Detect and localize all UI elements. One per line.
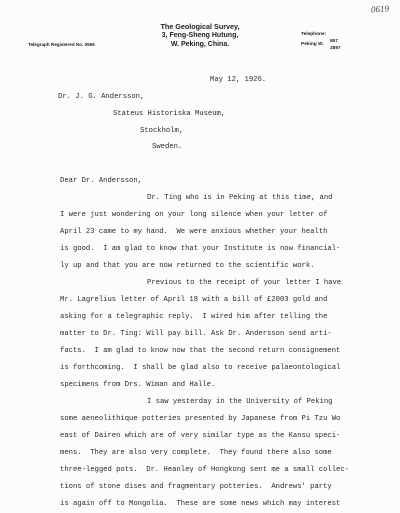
address-line-country: Sweden. xyxy=(152,143,183,151)
org-street: 3, Feng-Sheng Hutung, xyxy=(161,32,239,39)
address-line-city: Stockholm, xyxy=(140,127,184,135)
telephone-number-1: 857 xyxy=(330,39,339,44)
body-line: east of Dairen which are of very similar type as the Kansu speci- xyxy=(60,432,341,440)
org-city: W. Peking, China. xyxy=(170,41,230,48)
letter-date: May 12, 1926. xyxy=(210,76,267,84)
body-line: Dr. Ting who is in Peking at this time, and xyxy=(147,194,333,202)
body-line: some aeneolithique potteries presented by Japanese from Pi Tzu Wo xyxy=(60,415,341,423)
body-line: Mr. Lagrelius letter of April 18 with a bill of £2003 gold and xyxy=(60,296,328,304)
body-line: matter to Dr. Ting: Will pay bill. Ask Dr. Andersson send arti- xyxy=(60,330,332,338)
body-line: three-legged pots. Dr. Heanley of Hongkong sent me a small collec- xyxy=(60,466,349,474)
salutation: Dear Dr. Andersson, xyxy=(60,177,142,185)
address-line-name: Dr. J. G. Andersson, xyxy=(58,93,145,101)
body-line: is forthcoming. I shall be glad also to receive palaeontological xyxy=(60,364,341,372)
body-line: tions of stone dises and fragmentary potteries. Andrews' party xyxy=(60,483,332,491)
body-line: is good. I am glad to know that your Institute is now financial- xyxy=(60,245,341,253)
telegraph-line: Telegraph Registered No. 0566 xyxy=(28,42,95,47)
telephone-block xyxy=(301,31,341,52)
body-line: Previous to the receipt of your letter I have xyxy=(147,279,342,287)
telephone-label: Telephone: xyxy=(301,32,327,37)
body-line: is again off to Mongolia. These are some news which may interest xyxy=(60,500,341,508)
body-line: ly up and that you are now returned to the scientific work. xyxy=(60,262,315,270)
body-line: I saw yesterday in the University of Peking xyxy=(147,398,333,406)
telephone-number-2: 2897 xyxy=(330,46,341,51)
archive-number: 0619 xyxy=(370,3,390,15)
telephone-exchange: Peking W. xyxy=(301,42,324,47)
body-line: asking for a telegraphic reply. I wired him after telling the xyxy=(60,313,328,321)
body-line: I were just wondering on your long silence when your letter of xyxy=(60,211,328,219)
body-line: facts. I am glad to know now that the second return consignement xyxy=(60,347,341,355)
body-line: April 23 came to my hand. We were anxious whether your health xyxy=(60,228,328,236)
body-line: mens. They are also very complete. They found there also some xyxy=(60,449,332,457)
org-name: The Geological Survey, xyxy=(160,22,240,31)
body-line: specimens from Drs. Wiman and Halle. xyxy=(60,381,216,389)
address-line-museum: Stateus Historiska Museum, xyxy=(113,110,226,118)
